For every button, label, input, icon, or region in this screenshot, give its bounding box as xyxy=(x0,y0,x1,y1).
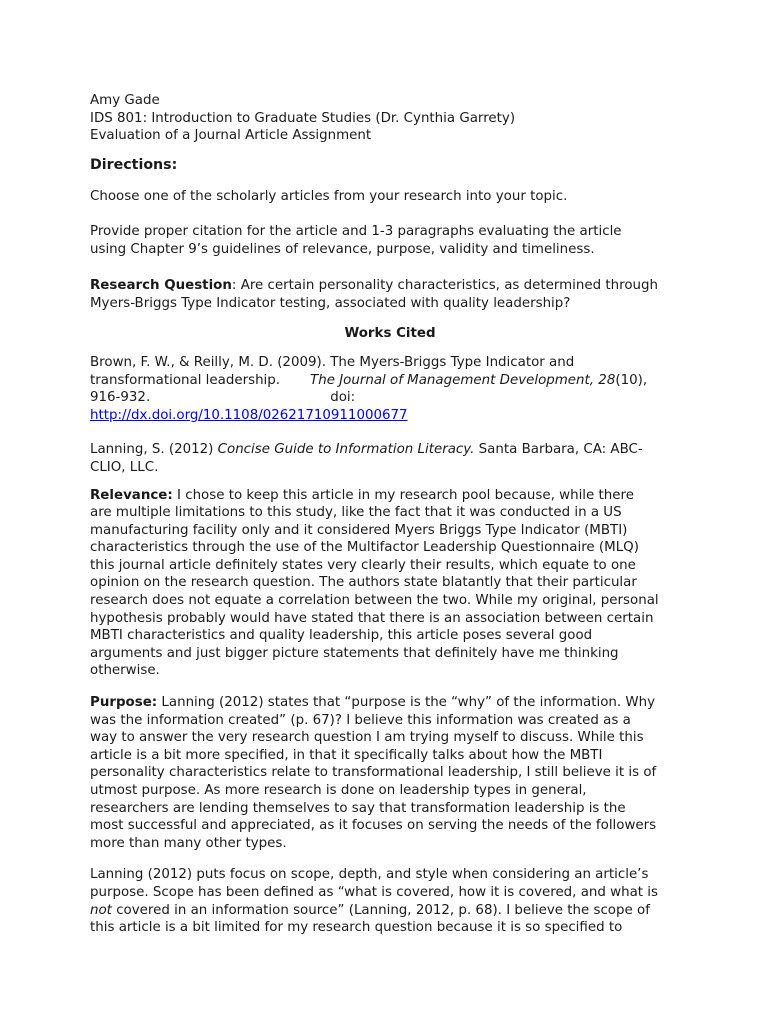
relevance-line: hypothesis probably would have stated that there is an association between certain xyxy=(90,610,654,626)
relevance-line: manufacturing facility only and it considered Myers Briggs Type Indicator (MBTI) xyxy=(90,522,628,538)
course-title: IDS 801: Introduction to Graduate Studies (Dr. Cynthia Garrety) xyxy=(90,110,516,126)
directions-paragraph-2 xyxy=(90,223,690,258)
citation-1-doi-link[interactable]: http://dx.doi.org/10.1108/02621710911000677 xyxy=(90,407,408,423)
author-name: Amy Gade xyxy=(90,93,160,108)
purpose-line: utmost purpose. As more research is done on leadership types in general, xyxy=(90,783,587,798)
relevance-line: characteristics through the use of the Multifactor Leadership Questionnaire (MLQ) xyxy=(90,540,639,556)
citation-2-line-2: CLIO, LLC. xyxy=(90,459,159,475)
research-question xyxy=(90,277,690,312)
purpose-line: way to answer the very research question I am trying myself to discuss. While this xyxy=(90,730,644,746)
scope-line: this article is a bit limited for my research question because it is so specified to xyxy=(90,920,623,936)
relevance-label: Relevance: xyxy=(90,487,173,503)
scope-line: purpose. Scope has been defined as “what is covered, how it is covered, and what is xyxy=(90,884,658,900)
purpose-line: most successful and appreciated, as it focuses on serving the needs of the followers xyxy=(90,818,657,834)
purpose-line: Lanning (2012) states that “purpose is the “why” of the information. Why xyxy=(157,695,656,711)
relevance-line: are multiple limitations to this study, like the fact that it was conducted in a US xyxy=(90,505,622,521)
works-cited-heading: Works Cited xyxy=(344,326,436,342)
relevance-line: arguments and just bigger picture statements that definitely have me thinking xyxy=(90,645,619,661)
relevance-line: this journal article definitely states very clearly their results, which equate to one xyxy=(90,557,636,573)
directions-paragraph-2-line-1: Provide proper citation for the article and 1-3 paragraphs evaluating the article xyxy=(90,223,622,239)
relevance-line: MBTI characteristics and quality leadership, this article poses several good xyxy=(90,628,593,644)
directions-heading: Directions: xyxy=(90,156,178,173)
scope-emphasis: not xyxy=(90,902,112,918)
scope-line: covered in an information source” (Lanning, 2012, p. 68). I believe the scope of xyxy=(111,902,650,918)
citation-1-journal: The Journal of Management Development, 28 xyxy=(310,372,616,388)
relevance-line: I chose to keep this article in my research pool because, while there xyxy=(172,487,634,503)
purpose-paragraph xyxy=(90,694,690,852)
purpose-line: personality characteristics relate to transformational leadership, I still believe it is of xyxy=(90,765,657,781)
purpose-label: Purpose: xyxy=(90,695,158,711)
relevance-line: otherwise. xyxy=(90,663,160,679)
citation-1-doi-label: doi: xyxy=(330,390,356,406)
citation-1-line-2a: transformational leadership. xyxy=(90,372,281,388)
directions-paragraph-1: Choose one of the scholarly articles from your research into your topic. xyxy=(90,189,568,205)
citation-2-author: Lanning, S. (2012) xyxy=(90,442,218,458)
assignment-title: Evaluation of a Journal Article Assignment xyxy=(90,128,372,144)
scope-paragraph xyxy=(90,866,690,936)
relevance-line: opinion on the research question. The authors state blatantly that their particular xyxy=(90,575,637,591)
citation-brown-reilly xyxy=(90,354,690,424)
directions-paragraph-2-line-2: using Chapter 9’s guidelines of relevance, purpose, validity and timeliness. xyxy=(90,241,595,257)
citation-2-title: Concise Guide to Information Literacy. xyxy=(217,442,475,458)
document-body xyxy=(90,92,690,937)
relevance-paragraph xyxy=(90,487,690,681)
purpose-line: researchers are lending themselves to say that transformation leadership is the xyxy=(90,800,626,816)
research-question-label: Research Question xyxy=(90,278,232,294)
citation-2-publisher: Santa Barbara, CA: ABC- xyxy=(474,442,643,458)
purpose-line: article is a bit more specified, in that it specifically talks about how the MBTI xyxy=(90,747,603,763)
research-question-text-1: : Are certain personality characteristics, as determined through xyxy=(231,278,658,294)
relevance-line: research does not equate a correlation between the two. While my original, personal xyxy=(90,593,659,609)
research-question-text-2: Myers-Briggs Type Indicator testing, associated with quality leadership? xyxy=(90,295,571,311)
scope-line: Lanning (2012) puts focus on scope, depth, and style when considering an article’s xyxy=(90,867,649,883)
citation-1-pages: 916-932. xyxy=(90,390,151,406)
purpose-line: more than many other types. xyxy=(90,835,287,851)
citation-1-line-1: Brown, F. W., & Reilly, M. D. (2009). The Myers-Briggs Type Indicator and xyxy=(90,354,575,370)
purpose-line: was the information created” (p. 67)? I believe this information was created as a xyxy=(90,712,631,728)
citation-1-line-2b: (10), xyxy=(615,372,648,388)
citation-lanning xyxy=(90,441,690,476)
